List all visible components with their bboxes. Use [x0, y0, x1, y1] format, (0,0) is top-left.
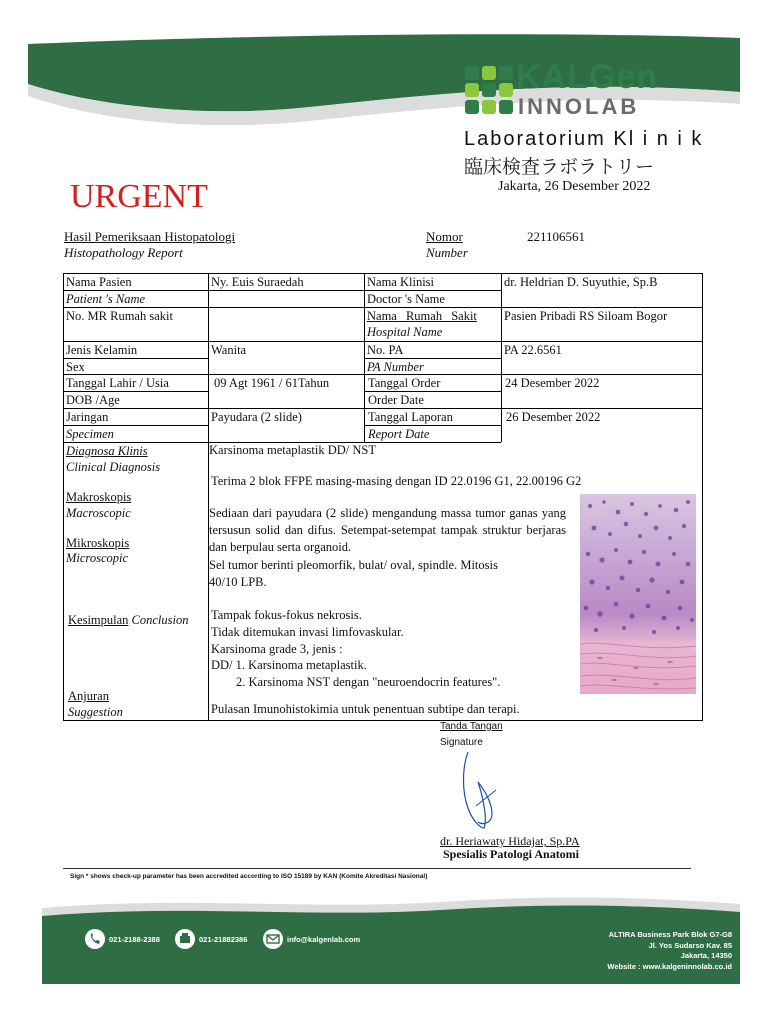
- conclusion-line: 2. Karsinoma NST dengan "neuroendocrin features".: [236, 675, 501, 689]
- specimen-label-en: Specimen: [66, 427, 114, 441]
- histology-image: [580, 494, 696, 694]
- conclusion-line: Tampak fokus-fokus nekrosis.: [211, 608, 362, 622]
- hospital-label: Nama Rumah Sakit: [367, 309, 477, 323]
- suggestion-value: Pulasan Imunohistokimia untuk penentuan subtipe dan terapi.: [211, 702, 520, 716]
- order-date-value: 24 Desember 2022: [505, 376, 600, 390]
- received-note: Terima 2 blok FFPE masing-masing dengan ID 22.0196 G1, 22.00196 G2: [211, 474, 582, 488]
- pa-label: No. PA: [367, 343, 404, 357]
- nomor-label: Nomor: [426, 229, 463, 244]
- address-line-2: Jl. Yos Sudarso Kav. 85: [648, 940, 732, 950]
- sex-label-en: Sex: [66, 360, 85, 374]
- lab-title: Laboratorium Kl i n i k: [464, 128, 704, 150]
- order-date-label-en: Order Date: [368, 393, 424, 407]
- website: Website : www.kalgeninnolab.co.id: [607, 961, 732, 971]
- report-location-date: Jakarta, 26 Desember 2022: [498, 179, 651, 194]
- macro-label: Makroskopis: [66, 490, 132, 504]
- diagnosis-value: Karsinoma metaplastik DD/ NST: [209, 443, 376, 457]
- conclusion-label: Kesimpulan: [68, 613, 129, 627]
- clinician-label: Nama Klinisi: [367, 275, 435, 289]
- diagnosis-label-en: Clinical Diagnosis: [66, 460, 161, 474]
- signature-label-en: Signature: [440, 737, 483, 748]
- report-date-value: 26 Desember 2022: [506, 410, 601, 424]
- macro-label-en: Macroscopic: [66, 506, 131, 520]
- footer-address: [607, 930, 732, 972]
- footer-divider: [63, 868, 691, 869]
- sex-value: Wanita: [211, 343, 247, 357]
- specimen-value: Payudara (2 slide): [211, 410, 302, 424]
- phone-icon: [85, 929, 105, 949]
- dob-value: 09 Agt 1961 / 61Tahun: [214, 376, 330, 390]
- lab-title-japanese: 臨床検査ラボラトリー: [464, 156, 655, 178]
- order-date-label: Tanggal Order: [368, 376, 441, 390]
- mr-label: No. MR Rumah sakit: [66, 309, 173, 323]
- phone-2: 021-21882386: [199, 935, 248, 944]
- micro-text-line-1: Sel tumor berinti pleomorfik, bulat/ oval, spindle. Mitosis: [209, 558, 498, 572]
- micro-label: Mikroskopis: [66, 536, 130, 550]
- phone-1: 021-2188-2388: [109, 935, 160, 944]
- dob-label: Tanggal Lahir / Usia: [66, 376, 169, 390]
- brand-subname: INNOLAB: [518, 94, 640, 119]
- report-title-en: Histopathology Report: [64, 245, 183, 260]
- conclusion-label-en: Conclusion: [131, 613, 189, 627]
- conclusion-label-row: [68, 612, 189, 628]
- macro-text: Sediaan dari payudara (2 slide) mengandung massa tumor ganas yang tersusun solid dan difus. Setempat-setempat tampak struktur berjaras dan berpulau serta organoid.: [209, 506, 566, 554]
- patient-name-value: Ny. Euis Suraedah: [211, 275, 304, 289]
- brand-name: KALGen: [516, 58, 658, 96]
- suggestion-label-en: Suggestion: [68, 705, 123, 719]
- specimen-label: Jaringan: [66, 410, 109, 424]
- fax-icon: [175, 929, 195, 949]
- micro-text-line-2: 40/10 LPB.: [209, 575, 267, 589]
- report-number: 221106561: [527, 229, 586, 244]
- clinician-label-en: Doctor 's Name: [367, 292, 445, 306]
- patient-name-label: Nama Pasien: [66, 275, 132, 289]
- doctor-name: dr. Heriawaty Hidajat, Sp.PA: [440, 834, 580, 848]
- email: info@kalgenlab.com: [287, 935, 361, 944]
- accreditation-note: Sign * shows check-up parameter has been accredited according to ISO 15189 by KAN (Komite Akreditasi Nasional): [70, 873, 428, 880]
- hospital-label-en: Hospital Name: [367, 325, 443, 339]
- pa-value: PA 22.6561: [504, 343, 562, 357]
- conclusion-line: DD/ 1. Karsinoma metaplastik.: [211, 658, 367, 672]
- diagnosis-label: Diagnosa Klinis: [66, 444, 148, 458]
- kalgen-logo-icon: [464, 64, 514, 116]
- pa-label-en: PA Number: [367, 360, 424, 374]
- number-label: Number: [426, 245, 468, 260]
- sex-label: Jenis Kelamin: [66, 343, 138, 357]
- micro-label-en: Microscopic: [66, 551, 129, 565]
- handwritten-signature: [456, 748, 506, 834]
- address-line-3: Jakarta, 14350: [680, 951, 732, 960]
- report-title: Hasil Pemeriksaan Histopatologi: [64, 229, 236, 244]
- suggestion-label: Anjuran: [68, 689, 109, 703]
- dob-label-en: DOB /Age: [66, 393, 120, 407]
- conclusion-line: Tidak ditemukan invasi limfovaskular.: [211, 625, 404, 639]
- report-date-label-en: Report Date: [368, 427, 430, 441]
- report-date-label: Tanggal Laporan: [368, 410, 453, 424]
- signature-label: Tanda Tangan: [440, 721, 503, 732]
- hospital-value: Pasien Pribadi RS Siloam Bogor: [504, 309, 668, 323]
- patient-name-label-en: Patient 's Name: [66, 292, 146, 306]
- doctor-title: Spesialis Patologi Anatomi: [443, 847, 580, 861]
- urgent-label: URGENT: [70, 178, 208, 215]
- conclusion-line: Karsinoma grade 3, jenis :: [211, 642, 343, 656]
- email-icon: [263, 929, 283, 949]
- clinician-value: dr. Heldrian D. Suyuthie, Sp.B: [504, 275, 658, 289]
- address-line-1: ALTIRA Business Park Blok G7-G8: [608, 930, 732, 939]
